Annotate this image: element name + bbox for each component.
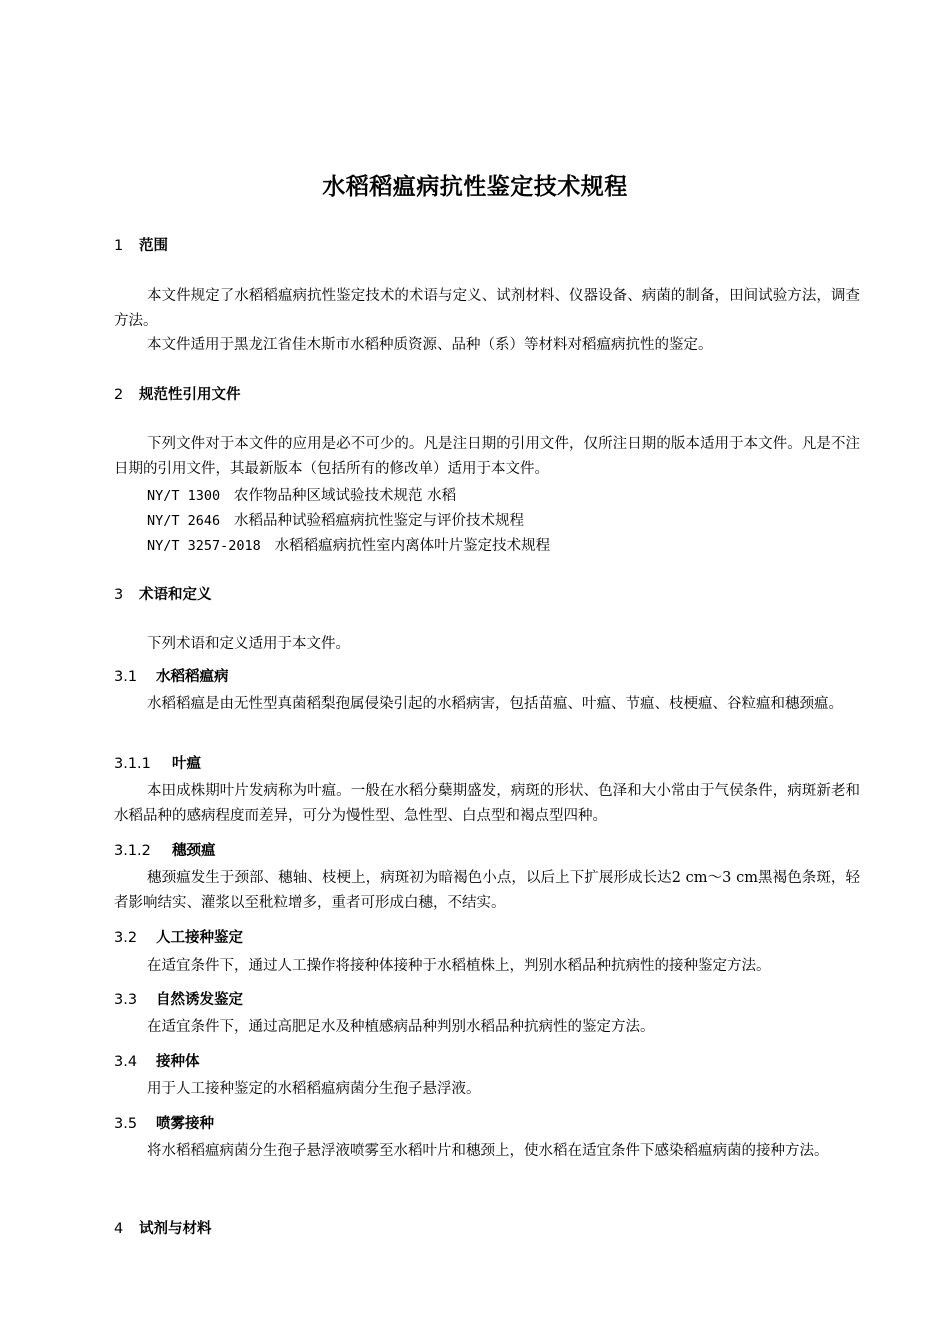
reference-title: 农作物品种区域试验技术规范 水稻	[233, 488, 457, 504]
section-number: 1	[114, 238, 124, 254]
paragraph: 用于人工接种鉴定的水稻稻瘟病菌分生孢子悬浮液。	[147, 1081, 481, 1097]
paragraph: 下列术语和定义适用于本文件。	[147, 636, 350, 652]
paragraph: 本田成株期叶片发病称为叶瘟。一般在水稻分蘖期盛发，病斑的形状、色泽和大小常由于气侯条件，病斑新老和水稻品种的感病程度而差异，可分为慢性型、急性型、白点型和褐点型四种。	[114, 783, 860, 824]
subsection-number: 3.3	[114, 992, 138, 1008]
subsection-3-1-2-heading	[114, 839, 216, 860]
subsection-title: 自然诱发鉴定	[156, 992, 243, 1008]
section-number: 4	[114, 1221, 124, 1237]
subsection-3-1-heading	[114, 665, 229, 686]
document-title: 水稻稻瘟病抗性鉴定技术规程	[322, 174, 628, 200]
section-title: 规范性引用文件	[139, 387, 241, 403]
reference-item	[147, 509, 524, 530]
subsection-title: 穗颈瘟	[172, 843, 216, 859]
section-title: 范围	[139, 238, 168, 254]
subsection-number: 3.1	[114, 669, 138, 685]
paragraph: 本文件规定了水稻稻瘟病抗性鉴定技术的术语与定义、试剂材料、仪器设备、病菌的制备，田间试验方法，调查方法。	[114, 288, 860, 329]
paragraph: 下列文件对于本文件的应用是必不可少的。凡是注日期的引用文件，仅所注日期的版本适用于本文件。凡是不注日期的引用文件，其最新版本（包括所有的修改单）适用于本文件。	[114, 436, 860, 477]
subsection-title: 叶瘟	[172, 756, 201, 772]
subsection-3-3-heading	[114, 988, 243, 1009]
subsection-number: 3.1.1	[114, 756, 151, 772]
reference-title: 水稻品种试验稻瘟病抗性鉴定与评价技术规程	[233, 513, 524, 529]
reference-code: NY/T 3257-2018	[147, 538, 261, 554]
section-number: 3	[114, 587, 124, 603]
reference-code: NY/T 2646	[147, 513, 221, 529]
paragraph: 穗颈瘟发生于颈部、穗轴、枝梗上，病斑初为暗褐色小点，以后上下扩展形成长达2 cm～3 cm黑褐色条斑，轻者影响结实、灌浆以至秕粒增多，重者可形成白穗，不结实。	[114, 870, 860, 911]
subsection-3-5-heading	[114, 1112, 214, 1133]
paragraph: 水稻稻瘟是由无性型真菌稻梨孢属侵染引起的水稻病害，包括苗瘟、叶瘟、节瘟、枝梗瘟、谷粒瘟和穗颈瘟。	[147, 696, 843, 712]
section-title: 术语和定义	[139, 587, 212, 603]
subsection-title: 喷雾接种	[156, 1116, 214, 1132]
reference-code: NY/T 1300	[147, 488, 221, 504]
subsection-title: 人工接种鉴定	[156, 930, 243, 946]
section-1-heading	[114, 234, 168, 255]
section-3-heading	[114, 583, 212, 604]
subsection-number: 3.2	[114, 930, 138, 946]
subsection-3-4-heading	[114, 1050, 200, 1071]
reference-item	[147, 484, 456, 505]
subsection-number: 3.4	[114, 1054, 138, 1070]
paragraph: 在适宜条件下，通过高肥足水及种植感病品种判别水稻品种抗病性的鉴定方法。	[147, 1019, 655, 1035]
subsection-3-2-heading	[114, 926, 243, 947]
paragraph: 在适宜条件下，通过人工操作将接种体接种于水稻植株上，判别水稻品种抗病性的接种鉴定方法。	[147, 958, 771, 974]
section-2-heading	[114, 383, 241, 404]
subsection-number: 3.1.2	[114, 843, 151, 859]
paragraph: 将水稻稻瘟病菌分生孢子悬浮液喷雾至水稻叶片和穗颈上，使水稻在适宜条件下感染稻瘟病菌的接种方法。	[147, 1143, 829, 1159]
subsection-title: 水稻稻瘟病	[156, 669, 229, 685]
subsection-3-1-1-heading	[114, 752, 201, 773]
section-title: 试剂与材料	[139, 1221, 212, 1237]
paragraph: 本文件适用于黑龙江省佳木斯市水稻种质资源、品种（系）等材料对稻瘟病抗性的鉴定。	[147, 337, 713, 353]
section-number: 2	[114, 387, 124, 403]
subsection-title: 接种体	[156, 1054, 200, 1070]
reference-item	[147, 534, 550, 555]
reference-title: 水稻稻瘟病抗性室内离体叶片鉴定技术规程	[274, 538, 551, 554]
section-4-heading	[114, 1217, 212, 1238]
subsection-number: 3.5	[114, 1116, 138, 1132]
